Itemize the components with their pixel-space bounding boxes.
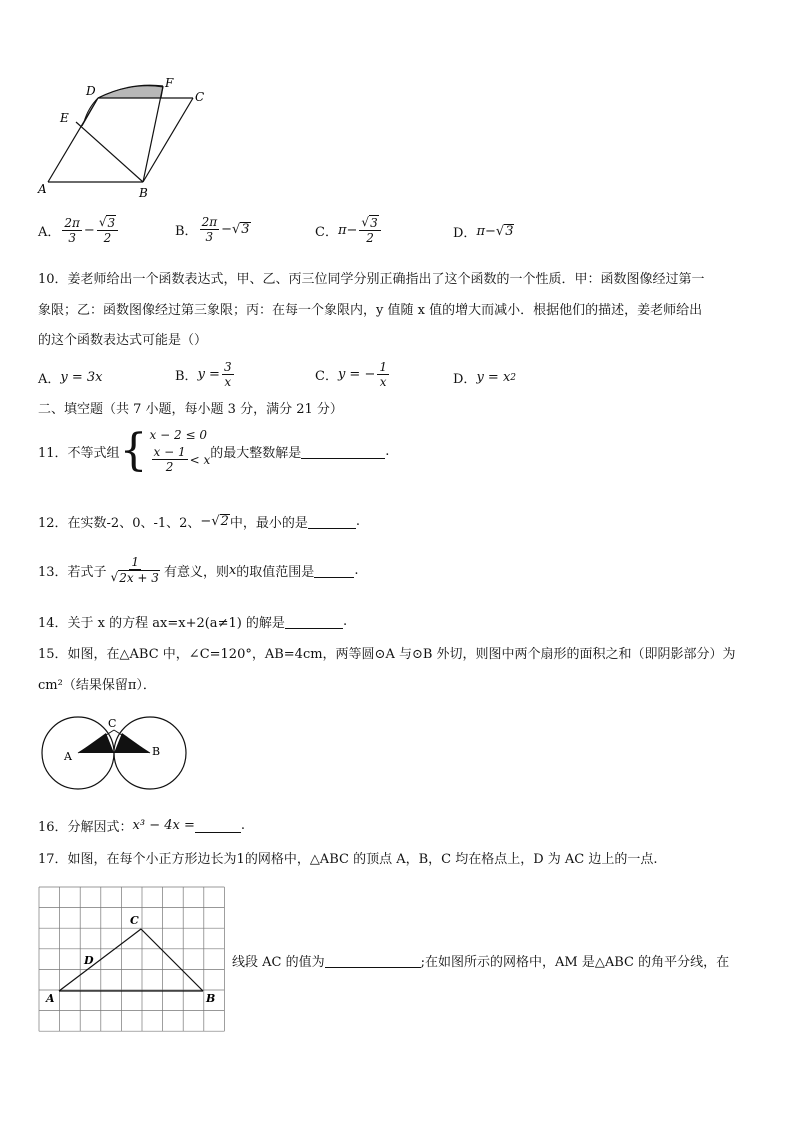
- variable: x: [228, 562, 237, 578]
- expression: y = −: [337, 367, 376, 382]
- minus: −: [346, 222, 358, 238]
- label-e: E: [60, 111, 69, 125]
- label-b: B: [152, 745, 161, 758]
- q10-line1: 10．姜老师给出一个函数表达式，甲、乙、丙三位同学分别正确指出了这个函数的一个性质．甲：函数图像经过第一: [38, 272, 705, 287]
- label-d: D: [86, 84, 96, 98]
- answer-blank[interactable]: [285, 614, 343, 629]
- q13-mid: 有意义，则: [163, 564, 229, 580]
- q15-line2: cm²（结果保留π）．: [38, 678, 156, 693]
- inequality-2: [150, 445, 211, 474]
- denominator: 3: [68, 230, 76, 245]
- denominator: x: [379, 375, 387, 389]
- expression: y = x: [476, 370, 511, 385]
- q9-option-c: [315, 215, 383, 245]
- q15-line1: 15．如图，在△ABC 中，∠C=120°，AB=4cm，两等圆⊙A 与⊙B 外切，则图中两个扇形的面积之和（即阴影部分）为: [38, 647, 736, 662]
- label-a: A: [64, 750, 72, 763]
- label-b: B: [139, 186, 148, 200]
- answer-blank[interactable]: [325, 953, 421, 968]
- inequality-system: [150, 428, 211, 474]
- fraction: 1 √ 2x + 3: [110, 555, 159, 585]
- q17-text-b: ;在如图所示的网格中，AM 是△ABC 的角平分线，在: [420, 955, 730, 970]
- segment-ac: [59, 929, 141, 991]
- grid: [39, 887, 224, 1031]
- section-heading: 二、填空题（共 7 小题，每小题 3 分，满分 21 分）: [38, 402, 343, 417]
- radicand: 3: [241, 222, 250, 237]
- denominator: 3: [205, 230, 214, 244]
- q10-option-a: [38, 368, 103, 387]
- label-b: B: [206, 992, 216, 1005]
- q12: [38, 512, 360, 531]
- numerator: x − 1: [153, 445, 186, 459]
- expression: x³ − 4x =: [132, 818, 195, 833]
- end-mark: .: [355, 514, 361, 529]
- answer-blank[interactable]: [195, 818, 241, 833]
- shaded-sector-top: [98, 86, 163, 98]
- q16-prefix: 16．分解因式：: [38, 820, 133, 835]
- line-eb: [76, 122, 143, 182]
- end-mark: .: [385, 443, 390, 459]
- answer-blank[interactable]: [308, 514, 356, 529]
- edge-ad: [48, 98, 98, 182]
- label-c: C: [130, 914, 139, 927]
- radicand: 2x + 3: [119, 571, 159, 585]
- numerator: 2π: [201, 215, 218, 229]
- denominator: x: [224, 375, 232, 389]
- fraction: [200, 215, 220, 244]
- expression: y =: [197, 367, 220, 382]
- q9-option-b: [175, 215, 251, 244]
- q14-text: 14．关于 x 的方程 ax=x+2(a≠1) 的解是: [38, 616, 285, 631]
- pi: π: [337, 222, 347, 238]
- fraction: √ 3 2: [359, 215, 380, 245]
- option-d-label: D．: [453, 372, 477, 387]
- q10-option-d: [453, 368, 516, 387]
- q11-suffix: 的最大整数解是: [210, 445, 302, 461]
- expression: y = 3x: [60, 370, 103, 385]
- denominator: 2: [103, 231, 112, 245]
- fraction: [62, 216, 82, 245]
- numerator: 2π: [64, 215, 80, 230]
- sqrt: √ 3: [232, 222, 250, 237]
- numerator: 1: [131, 555, 140, 569]
- radicand: 2: [220, 514, 229, 529]
- pi: π: [476, 224, 485, 239]
- edge-cb: [143, 98, 193, 182]
- answer-blank[interactable]: [314, 563, 354, 578]
- end-mark: .: [342, 614, 348, 629]
- fraction: [222, 360, 234, 389]
- q10-option-c: [315, 360, 391, 389]
- brace: {: [119, 425, 148, 476]
- inequality-1: x − 2 ≤ 0: [149, 428, 207, 442]
- segment-cb: [141, 929, 203, 991]
- q10-line2: 象限；乙：函数图像经过第三象限；丙：在每一个象限内，y 值随 x 值的增大而减小．根据他们的描述，姜老师给出: [38, 303, 703, 318]
- q17-line1: 17．如图，在每个小正方形边长为1的网格中，△ABC 的顶点 A，B，C 均在格点上，D 为 AC 边上的一点.: [38, 852, 658, 867]
- q9-option-d: [453, 222, 514, 241]
- label-c: C: [108, 717, 117, 730]
- q16: [38, 816, 245, 835]
- q15-figure: [38, 708, 188, 798]
- sqrt: √ 2: [211, 514, 229, 529]
- label-a: A: [46, 992, 55, 1005]
- option-b-label: B．: [175, 224, 198, 239]
- fraction: [377, 360, 389, 389]
- q11-prefix: 11．不等式组: [38, 445, 120, 461]
- radicand: 3: [370, 216, 378, 230]
- line-fb: [143, 86, 163, 182]
- minus: −: [221, 222, 232, 237]
- q13-prefix: 13．若式子: [38, 564, 107, 580]
- end-mark: .: [240, 818, 246, 833]
- q14: [38, 612, 347, 631]
- q12-suffix: 中，最小的是: [229, 516, 308, 531]
- q9-figure: [30, 72, 220, 202]
- minus: −: [484, 224, 496, 239]
- denominator: 2: [366, 231, 374, 245]
- q12-prefix: 12．在实数-2、0、-1、2、: [38, 516, 201, 531]
- label-c: C: [195, 90, 205, 104]
- answer-blank[interactable]: [301, 444, 385, 459]
- rhs: < x: [189, 452, 211, 467]
- q17-grid-figure: [38, 886, 230, 1036]
- radicand: 3: [107, 216, 116, 230]
- option-a-label: A．: [38, 224, 61, 240]
- q9-option-a: [38, 215, 120, 245]
- q10-option-b: [175, 360, 236, 389]
- q13-suffix: 的取值范围是: [236, 564, 315, 580]
- q17-text-a: 线段 AC 的值为: [232, 955, 325, 970]
- q13: [38, 555, 358, 585]
- radicand: 3: [505, 224, 514, 239]
- numerator: 3: [223, 360, 232, 374]
- exponent: 2: [510, 372, 517, 383]
- end-mark: .: [354, 562, 359, 578]
- option-a-label: A．: [38, 372, 61, 387]
- q10-line3: 的这个函数表达式可能是（）: [38, 333, 208, 348]
- denominator: 2: [165, 460, 174, 474]
- fraction: √ 3 2: [97, 215, 118, 245]
- label-d: D: [84, 954, 94, 967]
- q17-line2: [232, 951, 729, 970]
- minus: −: [83, 222, 95, 238]
- option-c-label: C．: [315, 369, 338, 384]
- option-c-label: C．: [315, 224, 338, 240]
- option-d-label: D．: [453, 226, 477, 241]
- numerator: 1: [379, 360, 387, 374]
- sqrt: √ 3: [495, 224, 514, 239]
- minus: −: [200, 514, 212, 529]
- q11: [38, 425, 390, 476]
- option-b-label: B．: [175, 369, 198, 384]
- label-a: A: [38, 182, 47, 196]
- label-f: F: [165, 76, 174, 90]
